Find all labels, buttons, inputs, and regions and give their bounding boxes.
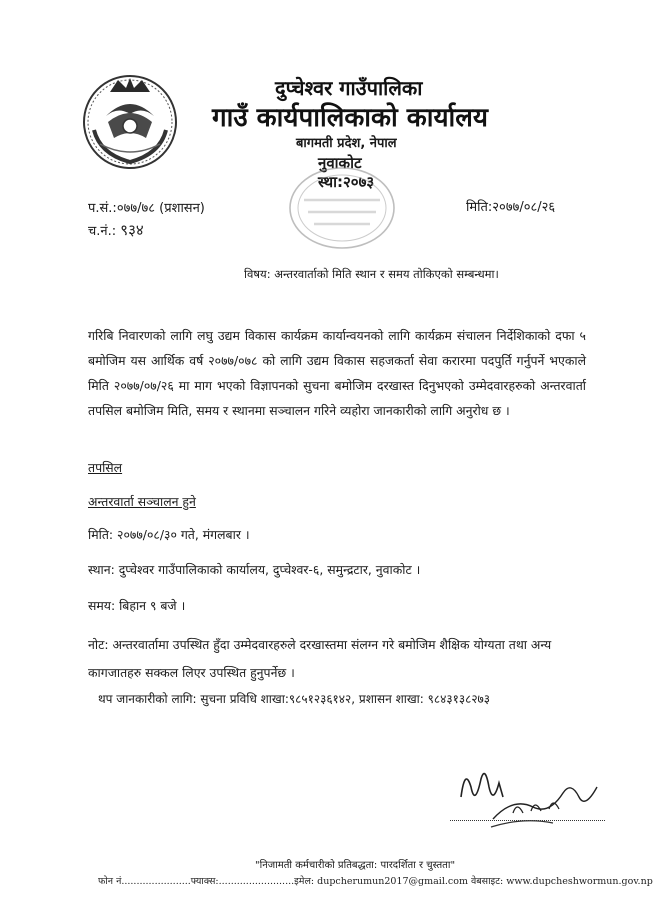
office-name: गाउँ कार्यपालिकाको कार्यालय — [212, 103, 488, 133]
interview-date: मिति: २०७७/०८/३० गते, मंगलबार । — [88, 527, 250, 542]
signature-line — [450, 820, 605, 821]
province: बागमती प्रदेश, नेपाल — [296, 136, 397, 151]
letter-date: मिति:२०७७/०८/२६ — [466, 200, 556, 215]
contact-info: थप जानकारीको लागि: सुचना प्रविधि शाखा:९८५१२३६१४२, प्रशासन शाखा: ९८४३१३८२७३ — [98, 692, 491, 706]
interview-place: स्थान: दुप्चेश्वर गाउँपालिकाको कार्यालय, दुप्चेश्वर-६, समुन्द्रटार, नुवाकोट । — [88, 562, 421, 577]
dispatch-value: ९३४ — [120, 221, 144, 239]
note: नोट: अन्तरवार्तामा उपस्थित हुँदा उम्मेदवारहरुले दरखास्तमा संलग्न गरे बमोजिम शैक्षिक योग्यता तथा अन्य कागजातहरु सक्कल लिएर उपस्थित हुनुपर्नेछ । — [88, 637, 552, 680]
footer-contact: फोन नं.......................फ्याक्स:.........................इमेल: dupcherumun2017@gmail.com वेबसाइट: www.dupcheshwormun.gov.np — [98, 876, 653, 887]
subject: विषय: अन्तरवार्ताको मिति स्थान र समय तोकिएको सम्बन्धमा। — [244, 267, 499, 281]
dispatch-label: च.नं.: — [88, 224, 117, 239]
body-paragraph: गरिबि निवारणको लागि लघु उद्यम विकास कार्यक्रम कार्यान्वयनको लागि कार्यक्रम संचालन निर्देशिकाको दफा ५ बमोजिम यस आर्थिक वर्ष २०७७/०७८ को लागि उद्यम विकास सहजकर्ता सेवा करारमा पदपुर्ति गर्नुपर्ने भएकाले मिति २०७७/०७/२६ मा माग भएको विज्ञापनको सुचना बमोजिम दरखास्त दिनुभएको उम्मेदवारहरुको अन्तरवार्ता तपसिल बमोजिम मिति, समय र स्थानमा सञ्चालन गरिने व्यहोरा जानकारीको लागि अनुरोध छ । — [88, 328, 586, 418]
interview-time: समय: बिहान ९ बजे । — [88, 598, 186, 613]
district: नुवाकोट — [318, 154, 362, 172]
established: स्था:२०७३ — [318, 173, 375, 191]
footer-motto: "निजामती कर्मचारीको प्रतिबद्धता: पारदर्शिता र चुस्तता" — [255, 860, 456, 871]
org-name: दुप्चेश्वर गाउँपालिका — [275, 76, 423, 100]
details-heading: तपसिल — [88, 460, 123, 475]
signature — [453, 757, 603, 837]
interview-heading: अन्तरवार्ता सञ्चालन हुने — [88, 494, 196, 509]
office-seal — [284, 160, 400, 256]
dispatch-number — [88, 220, 144, 240]
reference-number: प.सं.:०७७/७८ (प्रशासन) — [88, 201, 205, 216]
nepal-emblem — [80, 70, 180, 170]
